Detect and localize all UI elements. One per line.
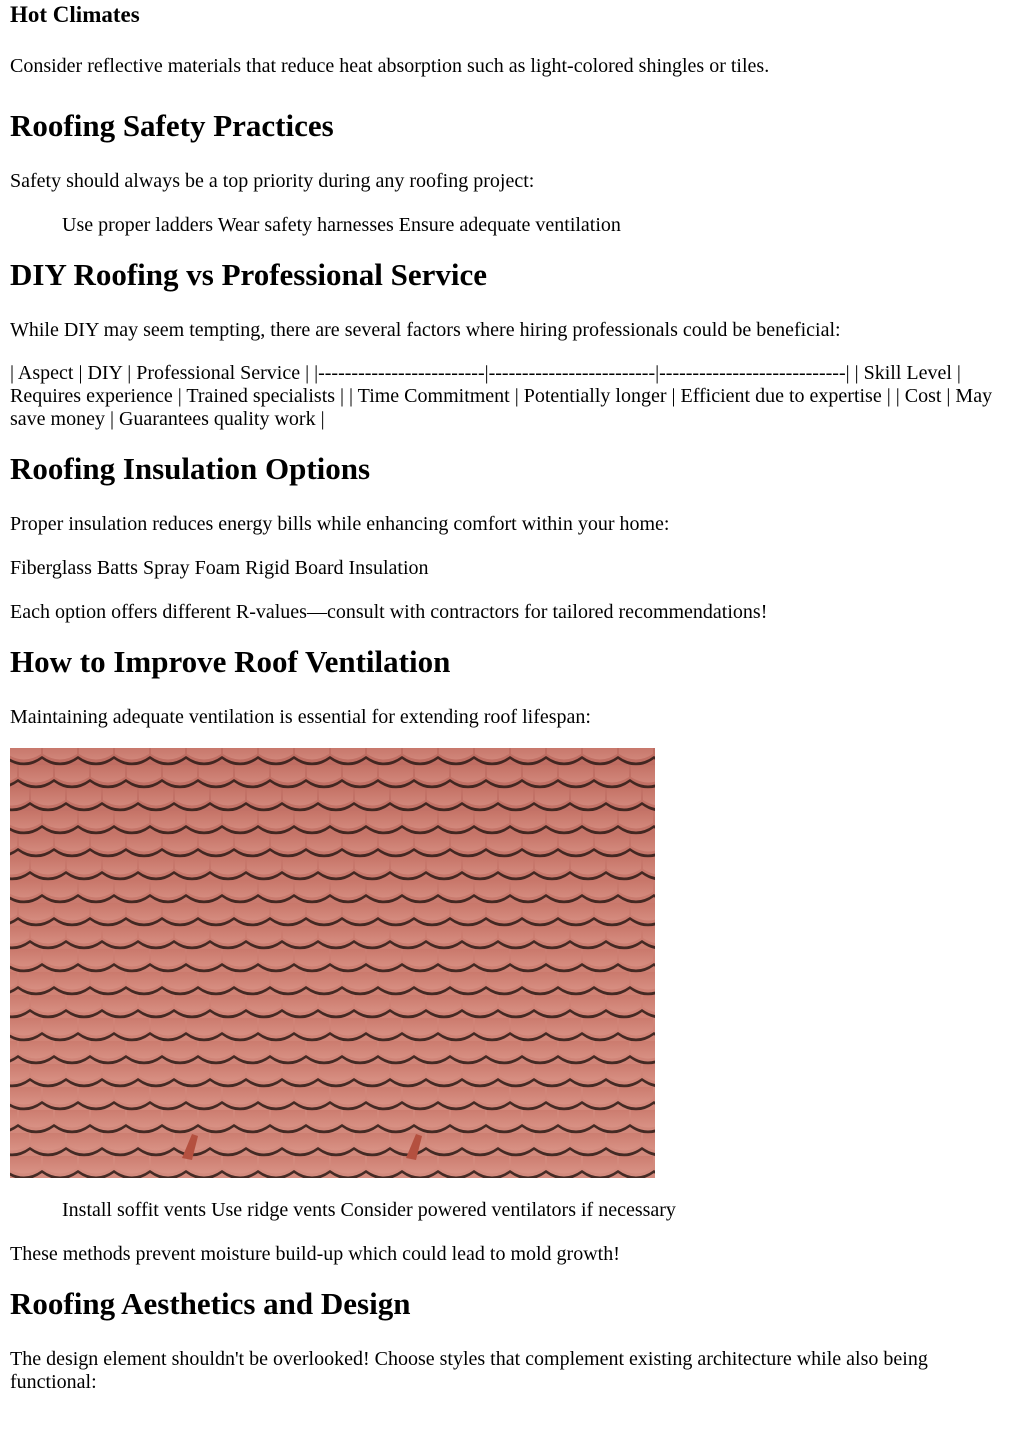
heading-aesthetics: Roofing Aesthetics and Design bbox=[10, 1286, 411, 1321]
heading-diy: DIY Roofing vs Professional Service bbox=[10, 257, 488, 292]
list-insulation: Fiberglass Batts Spray Foam Rigid Board Insulation bbox=[10, 557, 429, 579]
heading-ventilation: How to Improve Roof Ventilation bbox=[10, 644, 451, 679]
paragraph-safety-intro: Safety should always be a top priority during any roofing project: bbox=[10, 170, 535, 192]
paragraph-diy-intro: While DIY may seem tempting, there are several factors where hiring professionals could be beneficial: bbox=[10, 319, 841, 341]
list-ventilation: Install soffit vents Use ridge vents Consider powered ventilators if necessary bbox=[62, 1199, 676, 1221]
paragraph-ventilation-note: These methods prevent moisture build-up which could lead to mold growth! bbox=[10, 1243, 620, 1265]
paragraph-insulation-note: Each option offers different R-values—consult with contractors for tailored recommendations! bbox=[10, 601, 768, 623]
heading-insulation: Roofing Insulation Options bbox=[10, 451, 371, 486]
paragraph-aesthetics-intro: The design element shouldn't be overlooked! Choose styles that complement existing architecture while also being functional: bbox=[10, 1348, 928, 1393]
list-safety: Use proper ladders Wear safety harnesses Ensure adequate ventilation bbox=[62, 214, 621, 236]
paragraph-hot-climates: Consider reflective materials that reduce heat absorption such as light-colored shingles or tiles. bbox=[10, 55, 770, 77]
paragraph-ventilation-intro: Maintaining adequate ventilation is essential for extending roof lifespan: bbox=[10, 706, 591, 728]
roof-tiles-image bbox=[10, 748, 655, 1178]
diy-table-text: | Aspect | DIY | Professional Service | |-------------------------|-------------------------|----------------------------| | Skill Level | Requires experience | Trained specialists | | Time Commitment | Potentially longer | Efficient due to expertise | | Cost | May save money | Guarantees quality work | bbox=[10, 362, 993, 430]
paragraph-insulation-intro: Proper insulation reduces energy bills while enhancing comfort within your home: bbox=[10, 513, 670, 535]
heading-hot-climates: Hot Climates bbox=[10, 2, 140, 27]
heading-safety: Roofing Safety Practices bbox=[10, 108, 334, 143]
